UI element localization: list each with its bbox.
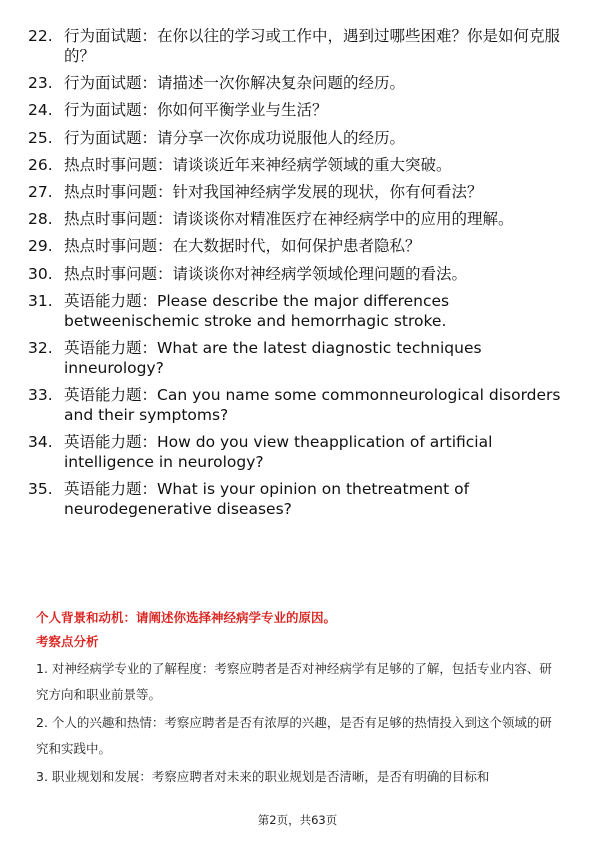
question-number: 32. [28, 338, 53, 357]
question-text: 英语能力题：Can you name some commonneurological disorders and their symptoms? [64, 386, 561, 425]
question-number: 34. [28, 433, 53, 452]
question-number: 28. [28, 210, 53, 229]
analysis-point: 2. 个人的兴趣和热情：考察应聘者是否有浓厚的兴趣，是否有足够的热情投入到这个领域的研究和实践中。 [36, 715, 552, 756]
question-number: 23. [28, 74, 53, 93]
question-number: 29. [28, 237, 53, 256]
question-text: 热点时事问题：请谈谈你对精准医疗在神经病学中的应用的理解。 [64, 210, 514, 229]
question-number: 27. [28, 182, 53, 201]
question-text: 英语能力题：How do you view theapplication of artificial intelligence in neurology? [64, 433, 493, 472]
question-item [28, 155, 568, 175]
question-item [28, 128, 568, 148]
question-text: 行为面试题：在你以往的学习或工作中，遇到过哪些困难？你是如何克服的？ [64, 27, 561, 65]
question-item [28, 432, 568, 472]
question-number: 35. [28, 480, 53, 499]
question-item [28, 385, 568, 425]
analysis-point: 3. 职业规划和发展：考察应聘者对未来的职业规划是否清晰，是否有明确的目标和 [36, 769, 490, 784]
question-text: 英语能力题：What are the latest diagnostic techniques inneurology? [64, 338, 482, 377]
analysis-point: 1. 对神经病学专业的了解程度：考察应聘者是否对神经病学有足够的了解，包括专业内容、研究方向和职业前景等。 [36, 661, 552, 702]
question-text: 热点时事问题：请谈谈你对神经病学领域伦理问题的看法。 [64, 264, 468, 283]
page-footer: 第2页，共63页 [257, 813, 338, 827]
question-text: 英语能力题：Please describe the major differences betweenischemic stroke and hemorrhagic stroke. [64, 291, 450, 330]
question-text: 行为面试题：请描述一次你解决复杂问题的经历。 [64, 74, 406, 93]
question-item [28, 338, 568, 378]
question-item [28, 182, 568, 202]
question-item [28, 100, 568, 120]
question-number: 25. [28, 128, 53, 147]
section-subtitle: 考察点分析 [36, 634, 99, 649]
question-item [28, 209, 568, 229]
question-number: 33. [28, 386, 53, 405]
question-item [28, 479, 568, 519]
analysis-section [36, 608, 561, 792]
analysis-points [36, 656, 561, 790]
question-list [28, 26, 568, 527]
section-title: 个人背景和动机：请阐述你选择神经病学专业的原因。 [36, 610, 337, 625]
question-number: 31. [28, 291, 53, 310]
question-item [28, 26, 568, 66]
question-text: 行为面试题：请分享一次你成功说服他人的经历。 [64, 128, 406, 147]
question-text: 热点时事问题：请谈谈近年来神经病学领域的重大突破。 [64, 155, 452, 174]
question-text: 英语能力题：What is your opinion on thetreatment of neurodegenerative diseases? [64, 480, 470, 519]
question-number: 26. [28, 155, 53, 174]
question-item [28, 236, 568, 256]
question-number: 30. [28, 264, 53, 283]
question-text: 热点时事问题：在大数据时代，如何保护患者隐私？ [64, 237, 421, 256]
question-item [28, 291, 568, 331]
question-item [28, 264, 568, 284]
question-number: 22. [28, 27, 53, 45]
question-text: 行为面试题：你如何平衡学业与生活？ [64, 101, 328, 120]
question-item [28, 73, 568, 93]
question-number: 24. [28, 101, 53, 120]
question-text: 热点时事问题：针对我国神经病学发展的现状，你有何看法？ [64, 182, 483, 201]
